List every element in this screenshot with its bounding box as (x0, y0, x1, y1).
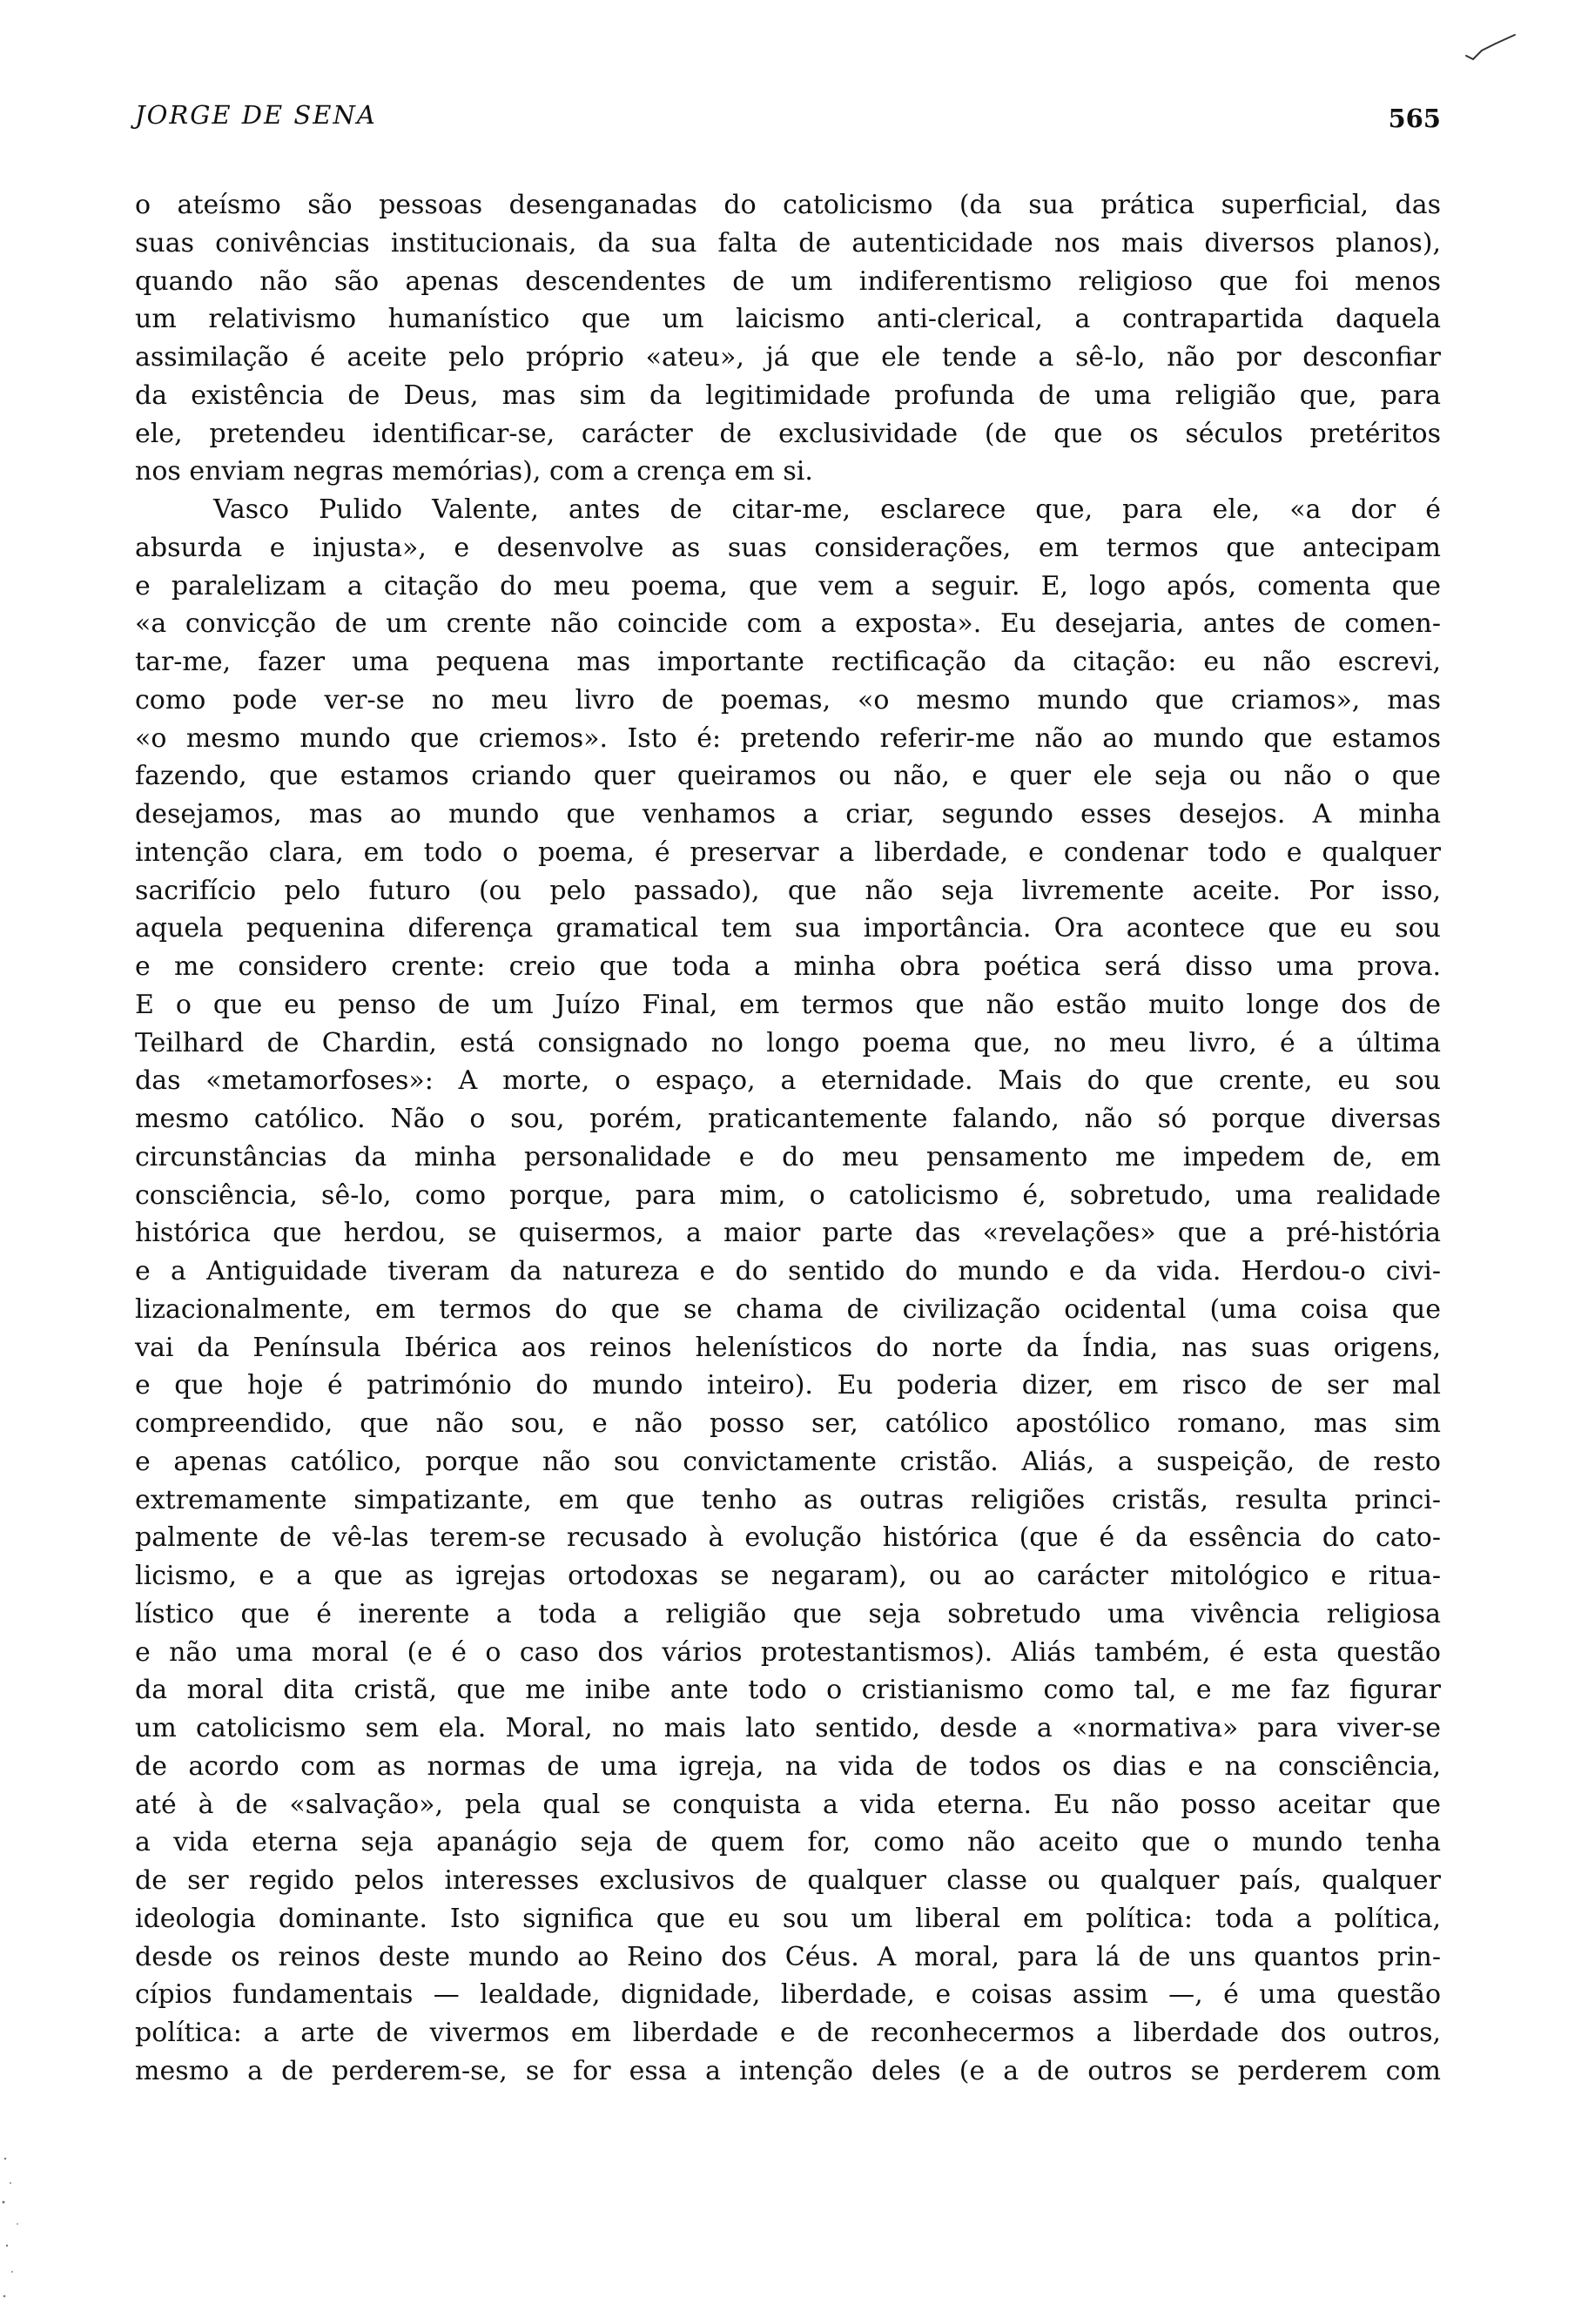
text-line: das «metamorfoses»: A morte, o espaço, a eternidade. Mais do que crente, eu sou (135, 1065, 1441, 1097)
text-line: fazendo, que estamos criando quer queiramos ou não, e quer ele seja ou não o que (135, 761, 1441, 792)
text-line: de ser regido pelos interesses exclusivos de qualquer classe ou qualquer país, qualquer (135, 1865, 1441, 1896)
text-line: lizacionalmente, em termos do que se chama de civilização ocidental (uma coisa que (135, 1293, 1441, 1325)
text-line: compreendido, que não sou, e não posso ser, católico apostólico romano, mas sim (135, 1408, 1441, 1439)
text-line: assimilação é aceite pelo próprio «ateu», já que ele tende a sê-lo, não por desconfiar (135, 342, 1441, 373)
handwritten-check-mark (1461, 24, 1522, 68)
text-line: da moral dita cristã, que me inibe ante todo o cristianismo como tal, e me faz figurar (135, 1675, 1441, 1706)
page-number: 565 (1388, 104, 1441, 133)
text-line: «o mesmo mundo que criemos». Isto é: pretendo referir-me não ao mundo que estamos (135, 722, 1441, 754)
text-line: consciência, sê-lo, como porque, para mim, o catolicismo é, sobretudo, uma realidade (135, 1179, 1441, 1211)
text-line: sacrifício pelo futuro (ou pelo passado), que não seja livremente aceite. Por isso, (135, 875, 1441, 906)
text-line: vai da Península Ibérica aos reinos helenísticos do norte da Índia, nas suas origens, (135, 1332, 1441, 1363)
text-line: e a Antiguidade tiveram da natureza e do sentido do mundo e da vida. Herdou-o civi- (135, 1256, 1441, 1286)
paragraph-start-line: Vasco Pulido Valente, antes de citar-me, esclarece que, para ele, «a dor é (213, 494, 1441, 525)
text-line: absurda e injusta», e desenvolve as suas considerações, em termos que antecipam (135, 532, 1441, 563)
text-line: política: a arte de vivermos em liberdade e de reconhecermos a liberdade dos outros, (135, 2018, 1441, 2048)
text-line: um catolicismo sem ela. Moral, no mais lato sentido, desde a «normativa» para viver-se (135, 1713, 1441, 1743)
text-line: mesmo a de perderem-se, se for essa a intenção deles (e a de outros se perderem com (135, 2055, 1441, 2086)
text-line: Teilhard de Chardin, está consignado no longo poema que, no meu livro, é a última (135, 1027, 1441, 1058)
text-line: licismo, e a que as igrejas ortodoxas se negaram), ou ao carácter mitológico e ritua- (135, 1561, 1441, 1591)
text-line: desejamos, mas ao mundo que venhamos a criar, segundo esses desejos. A minha (135, 799, 1441, 830)
text-line: desde os reinos deste mundo ao Reino dos Céus. A moral, para lá de uns quantos prin- (135, 1941, 1441, 1972)
text-line: palmente de vê-las terem-se recusado à evolução histórica (que é da essência do cato- (135, 1522, 1441, 1554)
text-line: nos enviam negras memórias), com a crença em si. (135, 456, 813, 487)
text-line: suas conivências institucionais, da sua falta de autenticidade nos mais diversos planos), (135, 227, 1441, 259)
text-line: ele, pretendeu identificar-se, carácter de exclusividade (de que os séculos pretéritos (135, 418, 1441, 449)
text-line: da existência de Deus, mas sim da legitimidade profunda de uma religião que, para (135, 379, 1441, 411)
text-line: aquela pequenina diferença gramatical tem sua importância. Ora acontece que eu sou (135, 913, 1441, 944)
text-line: um relativismo humanístico que um laicismo anti-clerical, a contrapartida daquela (135, 304, 1441, 335)
text-line: cípios fundamentais — lealdade, dignidade, liberdade, e coisas assim —, é uma questão (135, 1979, 1441, 2011)
scan-edge-speckle (0, 2141, 52, 2315)
text-line: histórica que herdou, se quisermos, a maior parte das «revelações» que a pré-história (135, 1218, 1441, 1249)
text-line: circunstâncias da minha personalidade e do meu pensamento me impedem de, em (135, 1141, 1441, 1172)
text-line: «a convicção de um crente não coincide com a exposta». Eu desejaria, antes de comen- (135, 608, 1441, 640)
text-line: o ateísmo são pessoas desenganadas do catolicismo (da sua prática superficial, das (135, 190, 1441, 220)
text-line: como pode ver-se no meu livro de poemas, «o mesmo mundo que criamos», mas (135, 684, 1441, 715)
body-text (135, 186, 1441, 2091)
running-header (135, 97, 1441, 141)
text-line: e me considero crente: creio que toda a minha obra poética será disso uma prova. (135, 951, 1441, 982)
text-line: a vida eterna seja apanágio seja de quem for, como não aceito que o mundo tenha (135, 1827, 1441, 1858)
text-line: quando não são apenas descendentes de um indiferentismo religioso que foi menos (135, 265, 1441, 297)
text-line: E o que eu penso de um Juízo Final, em termos que não estão muito longe dos de (135, 989, 1441, 1020)
running-title: JORGE DE SENA (135, 100, 377, 130)
text-line: mesmo católico. Não o sou, porém, praticantemente falando, não só porque diversas (135, 1104, 1441, 1134)
text-line: e apenas católico, porque não sou convictamente cristão. Aliás, a suspeição, de resto (135, 1446, 1441, 1477)
text-line: e não uma moral (e é o caso dos vários protestantismos). Aliás também, é esta questão (135, 1636, 1441, 1668)
text-line: ideologia dominante. Isto significa que eu sou um liberal em política: toda a política, (135, 1903, 1441, 1934)
text-line: extremamente simpatizante, em que tenho as outras religiões cristãs, resulta princi- (135, 1484, 1441, 1515)
text-line: tar-me, fazer uma pequena mas importante rectificação da citação: eu não escrevi, (135, 647, 1441, 677)
text-line: e que hoje é património do mundo inteiro). Eu poderia dizer, em risco de ser mal (135, 1370, 1441, 1401)
text-line: e paralelizam a citação do meu poema, que vem a seguir. E, logo após, comenta que (135, 570, 1441, 601)
text-line: intenção clara, em todo o poema, é preservar a liberdade, e condenar todo e qualquer (135, 836, 1441, 868)
text-line: até à de «salvação», pela qual se conquista a vida eterna. Eu não posso aceitar que (135, 1789, 1441, 1820)
text-line: de acordo com as normas de uma igreja, na vida de todos os dias e na consciência, (135, 1750, 1441, 1782)
text-line: lístico que é inerente a toda a religião que seja sobretudo uma vivência religiosa (135, 1598, 1441, 1629)
